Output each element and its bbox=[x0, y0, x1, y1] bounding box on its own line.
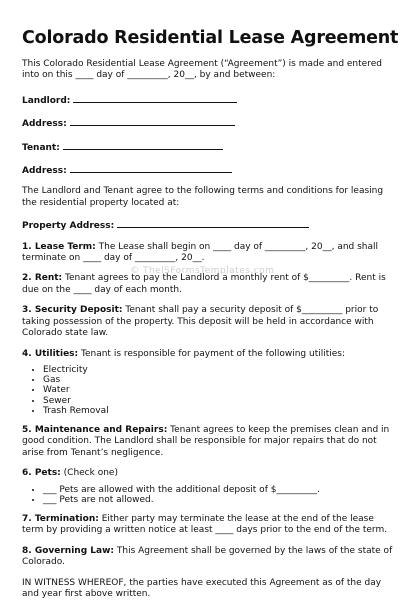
agreement-paragraph: The Landlord and Tenant agree to the following terms and conditions for leasing the residential property located at: bbox=[22, 186, 384, 208]
list-item: • Electricity bbox=[43, 365, 398, 375]
section-title: 2. Rent: bbox=[22, 273, 63, 284]
section-lease-term bbox=[22, 242, 398, 265]
tenant-address-label: Address: bbox=[22, 166, 67, 177]
section-maintenance bbox=[22, 425, 398, 459]
section-text: The Lease shall begin on ____ day of _________, 20__, and shall terminate on ____ day of _________, 20__. bbox=[22, 241, 379, 264]
document-content bbox=[22, 28, 398, 600]
landlord-blank bbox=[73, 93, 237, 103]
section-utilities bbox=[22, 349, 398, 360]
watermark-text: © ThelSFormsTemplates.com bbox=[130, 266, 275, 276]
section-title: 3. Security Deposit: bbox=[22, 305, 123, 316]
section-termination bbox=[22, 514, 398, 537]
list-item: • Water bbox=[43, 385, 398, 395]
section-text: Tenant is responsible for payment of the following utilities: bbox=[78, 348, 346, 359]
list-item: • Trash Removal bbox=[43, 406, 398, 416]
section-title: 7. Termination: bbox=[22, 513, 99, 524]
intro-paragraph: This Colorado Residential Lease Agreement (“Agreement”) is made and entered into on this ____ day of _________, 20__, by and between: bbox=[22, 59, 382, 81]
section-text: (Check one) bbox=[60, 468, 118, 479]
section-text: Either party may terminate the lease at the end of the lease term by providing a written notice at least ____ days prior to the end of the term. bbox=[22, 513, 388, 536]
list-item: • Sewer bbox=[43, 396, 398, 406]
section-text: Tenant agrees to pay the Landlord a monthly rent of $_________. Rent is due on the ____ day of each month. bbox=[22, 273, 386, 295]
tenant-label: Tenant: bbox=[22, 142, 60, 153]
tenant-line bbox=[22, 140, 398, 154]
section-pets bbox=[22, 468, 398, 479]
tenant-address-blank bbox=[70, 163, 232, 173]
tenant-blank bbox=[63, 140, 223, 150]
section-title: 8. Governing Law: bbox=[22, 545, 114, 556]
property-address-blank bbox=[117, 218, 309, 228]
document-title: Colorado Residential Lease Agreement bbox=[22, 28, 399, 48]
section-text: Tenant shall pay a security deposit of $_________ prior to taking possession of the property. This deposit will be held in accordance with Colorado state law. bbox=[22, 305, 379, 339]
tenant-address-line bbox=[22, 163, 398, 177]
section-security-deposit bbox=[22, 305, 398, 339]
landlord-address-label: Address: bbox=[22, 119, 67, 130]
section-title: 4. Utilities: bbox=[22, 348, 79, 359]
utilities-list bbox=[22, 365, 398, 416]
list-item: • ___ Pets are allowed with the additional deposit of $_________. bbox=[43, 485, 398, 495]
list-item: • Gas bbox=[43, 375, 398, 385]
section-title: 1. Lease Term: bbox=[22, 241, 96, 252]
landlord-line bbox=[22, 93, 398, 107]
section-governing-law bbox=[22, 546, 398, 569]
landlord-label: Landlord: bbox=[22, 95, 71, 106]
list-item: • ___ Pets are not allowed. bbox=[43, 495, 398, 505]
section-text: This Agreement shall be governed by the laws of the state of Colorado. bbox=[22, 545, 393, 568]
property-address-line bbox=[22, 218, 398, 232]
witness-paragraph: IN WITNESS WHEREOF, the parties have executed this Agreement as of the day and year first above written. bbox=[22, 577, 382, 599]
landlord-address-line bbox=[22, 116, 398, 130]
section-rent bbox=[22, 273, 398, 296]
property-address-label: Property Address: bbox=[22, 221, 115, 232]
landlord-address-blank bbox=[70, 116, 235, 126]
pets-options-list bbox=[22, 485, 398, 505]
section-title: 6. Pets: bbox=[22, 468, 61, 479]
section-text: Tenant agrees to keep the premises clean and in good condition. The Landlord shall be responsible for major repairs that do not arise from Tenant’s negligence. bbox=[22, 424, 390, 458]
section-title: 5. Maintenance and Repairs: bbox=[22, 424, 168, 435]
